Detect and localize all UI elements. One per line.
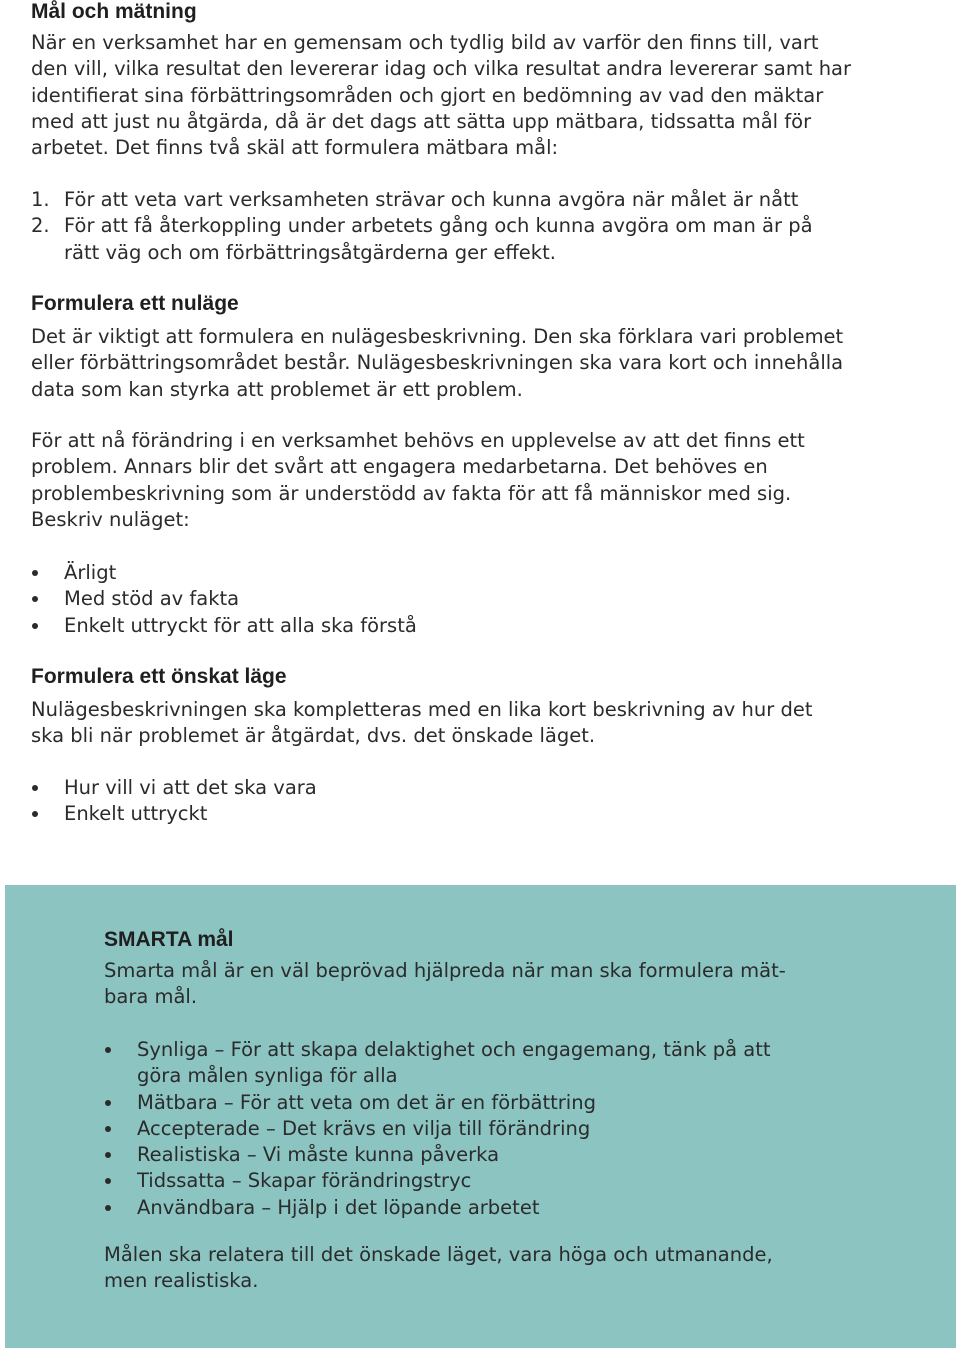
text-line: göra målen synliga för alla — [137, 1064, 398, 1088]
smarta-bullet-list — [104, 1037, 864, 1221]
onskat-bullet-list — [31, 775, 317, 828]
text-line: Synliga – För att skapa delaktighet och engagemang, tänk på att — [137, 1038, 771, 1061]
text-line: arbetet. Det finns två skäl att formulera mätbara mål: — [31, 136, 559, 160]
heading-smarta-mal: SMARTA mål — [104, 928, 234, 951]
list-item: Ärligt — [31, 560, 417, 586]
text-line: När en verksamhet har en gemensam och tydlig bild av varför den finns till, vart — [31, 31, 819, 54]
list-number: 1. — [31, 188, 50, 211]
text-line: med att just nu åtgärda, då är det dags att sätta upp mätbara, tidssatta mål för — [31, 109, 812, 133]
text-line: För att få återkoppling under arbetets gång och kunna avgöra om man är på — [64, 214, 813, 238]
text-line: men realistiska. — [104, 1269, 259, 1293]
text-line: data som kan styrka att problemet är ett problem. — [31, 377, 523, 401]
list-number: 2. — [31, 214, 50, 238]
text-line: problem. Annars blir det svårt att engagera medarbetarna. Det behöves en — [31, 455, 768, 479]
text-line: Det är viktigt att formulera en nulägesbeskrivning. Den ska förklara vari problemet — [31, 325, 844, 348]
text-line: identifierat sina förbättringsområden och gjort en bedömning av vad den mäktar — [31, 83, 824, 107]
reasons-list — [31, 187, 813, 266]
nulage-bullet-list — [31, 560, 417, 639]
heading-formulera-nulage: Formulera ett nuläge — [31, 292, 239, 315]
smarta-intro-paragraph — [104, 958, 854, 1011]
smarta-closing-paragraph — [104, 1242, 773, 1295]
text-line: den vill, vilka resultat den levererar idag och vilka resultat andra levererar samt har — [31, 57, 852, 81]
list-item: Realistiska – Vi måste kunna påverka — [104, 1142, 864, 1168]
nulage-paragraph-1 — [31, 324, 843, 403]
list-item: Användbara – Hjälp i det löpande arbetet — [104, 1195, 864, 1221]
list-item: Med stöd av fakta — [31, 586, 417, 612]
text-line: Beskriv nuläget: — [31, 507, 190, 531]
text-line: Smarta mål är en väl beprövad hjälpreda när man ska formulera mät- — [104, 959, 786, 982]
text-line: Målen ska relatera till det önskade läget, vara höga och utmanande, — [104, 1243, 773, 1266]
nulage-paragraph-2 — [31, 428, 805, 533]
list-item — [31, 187, 813, 213]
text-line: problembeskrivning som är understödd av fakta för att få människor med sig. — [31, 481, 792, 505]
text-line: bara mål. — [104, 985, 198, 1009]
list-item — [104, 1037, 864, 1090]
smarta-info-box — [5, 885, 956, 1348]
list-item: Enkelt uttryckt för att alla ska förstå — [31, 613, 417, 639]
list-item: Enkelt uttryckt — [31, 801, 317, 827]
text-line: rätt väg och om förbättringsåtgärderna ger effekt. — [64, 240, 556, 264]
list-item: Tidssatta – Skapar förändringstryc — [104, 1168, 864, 1194]
heading-mal-och-matning: Mål och mätning — [31, 0, 197, 23]
list-item — [31, 213, 813, 266]
list-item: Mätbara – För att veta om det är en förbättring — [104, 1090, 864, 1116]
list-item: Hur vill vi att det ska vara — [31, 775, 317, 801]
text-line: ska bli när problemet är åtgärdat, dvs. det önskade läget. — [31, 724, 596, 748]
heading-formulera-onskat-lage: Formulera ett önskat läge — [31, 665, 287, 688]
text-line: eller förbättringsområdet består. Nulägesbeskrivningen ska vara kort och innehålla — [31, 351, 844, 375]
onskat-paragraph — [31, 697, 813, 750]
intro-paragraph — [31, 30, 851, 161]
text-line: För att veta vart verksamheten strävar och kunna avgöra när målet är nått — [64, 188, 799, 211]
list-item: Accepterade – Det krävs en vilja till förändring — [104, 1116, 864, 1142]
text-line: Nulägesbeskrivningen ska kompletteras med en lika kort beskrivning av hur det — [31, 698, 813, 721]
text-line: För att nå förändring i en verksamhet behövs en upplevelse av att det finns ett — [31, 429, 805, 452]
